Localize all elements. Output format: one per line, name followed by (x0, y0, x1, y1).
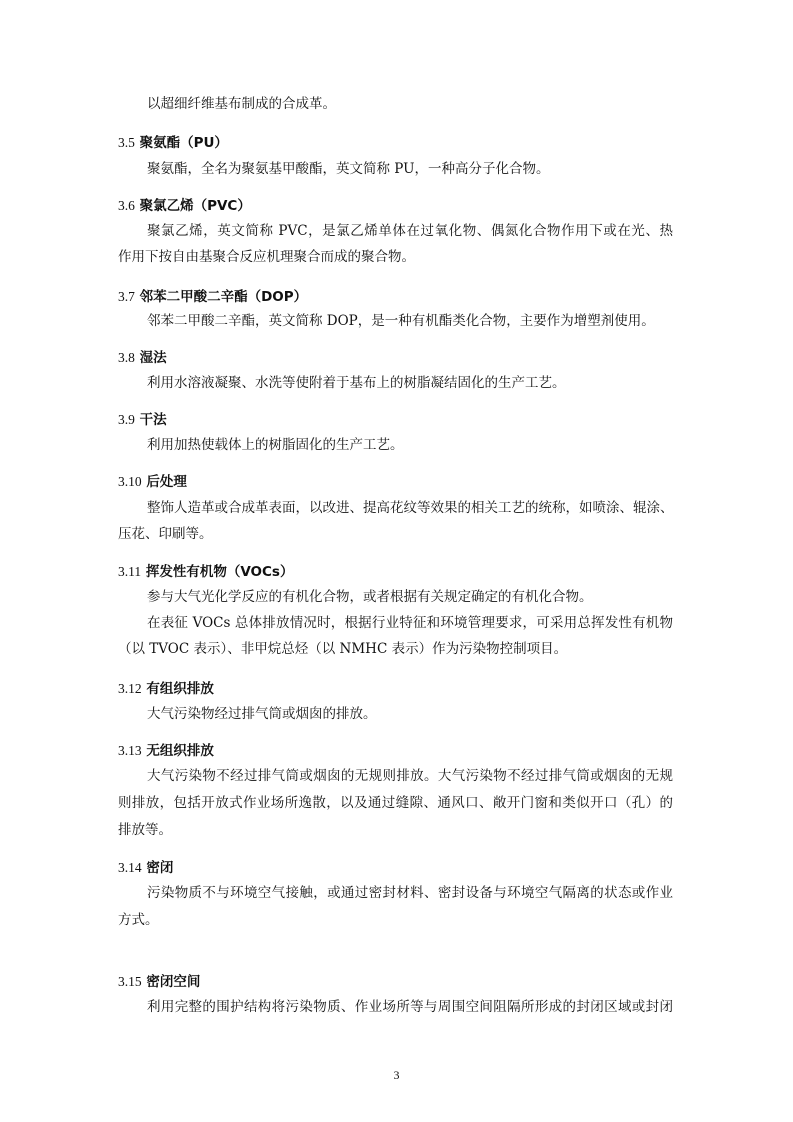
section-heading-3-7 (118, 288, 307, 306)
paragraph-line: 邻苯二甲酸二辛酯，英文简称 DOP，是一种有机酯类化合物，主要作为增塑剂使用。 (147, 313, 655, 329)
paragraph-line: 利用水溶液凝聚、水洗等使附着于基布上的树脂凝结固化的生产工艺。 (147, 375, 566, 391)
section-number: 3.5 (118, 135, 135, 150)
paragraph-line: （以 TVOC 表示）、非甲烷总烃（以 NMHC 表示）作为污染物控制项目。 (118, 641, 568, 657)
paragraph-line: 大气污染物经过排气筒或烟囱的排放。 (147, 706, 377, 722)
section-number: 3.12 (118, 681, 142, 696)
section-number: 3.6 (118, 198, 135, 213)
section-title: 密闭空间 (146, 974, 201, 990)
section-number: 3.15 (118, 974, 142, 989)
section-heading-3-12 (118, 680, 214, 698)
section-heading-3-15 (118, 973, 200, 991)
section-title: 聚氯乙烯（PVC） (139, 198, 251, 214)
section-number: 3.8 (118, 350, 135, 365)
section-title: 无组织排放 (146, 743, 214, 759)
section-number: 3.10 (118, 474, 142, 489)
paragraph-line: 整饰人造革或合成革表面，以改进、提高花纹等效果的相关工艺的统称，如喷涂、辊涂、 (147, 500, 674, 516)
paragraph-line: 作用下按自由基聚合反应机理聚合而成的聚合物。 (118, 249, 415, 265)
paragraph-line: 压花、印刷等。 (118, 526, 213, 542)
paragraph-line: 方式。 (118, 912, 159, 928)
section-heading-3-9 (118, 411, 167, 429)
section-title: 邻苯二甲酸二辛酯（DOP） (139, 289, 308, 305)
section-number: 3.9 (118, 412, 135, 427)
section-heading-3-5 (118, 134, 228, 152)
paragraph-line: 参与大气光化学反应的有机化合物，或者根据有关规定确定的有机化合物。 (147, 589, 593, 605)
page-number: 3 (393, 1068, 400, 1082)
paragraph-line: 则排放，包括开放式作业场所逸散，以及通过缝隙、通风口、敞开门窗和类似开口（孔）的 (118, 795, 673, 811)
paragraph-line: 利用完整的围护结构将污染物质、作业场所等与周围空间阻隔所形成的封闭区域或封闭 (147, 999, 673, 1015)
paragraph-line: 聚氨酯，全名为聚氨基甲酸酯，英文简称 PU，一种高分子化合物。 (147, 161, 550, 177)
section-number: 3.14 (118, 860, 142, 875)
paragraph-line: 污染物质不与环境空气接触，或通过密封材料、密封设备与环境空气隔离的状态或作业 (147, 885, 673, 901)
section-heading-3-11 (118, 563, 293, 581)
paragraph-line: 排放等。 (118, 822, 172, 838)
section-heading-3-8 (118, 349, 167, 367)
paragraph-line: 在表征 VOCs 总体排放情况时，根据行业特征和环境管理要求，可采用总挥发性有机物 (147, 615, 673, 631)
section-title: 干法 (139, 412, 167, 428)
section-number: 3.11 (118, 564, 142, 579)
section-title: 后处理 (146, 474, 187, 490)
section-number: 3.7 (118, 289, 135, 304)
paragraph-line: 以超细纤维基布制成的合成革。 (147, 96, 336, 112)
section-title: 挥发性有机物（VOCs） (145, 564, 294, 580)
section-heading-3-10 (118, 473, 187, 491)
section-title: 密闭 (146, 860, 174, 876)
paragraph-line: 大气污染物不经过排气筒或烟囱的无规则排放。大气污染物不经过排气筒或烟囱的无规 (147, 768, 673, 784)
section-number: 3.13 (118, 743, 142, 758)
section-title: 湿法 (139, 350, 167, 366)
paragraph-line: 聚氯乙烯，英文简称 PVC，是氯乙烯单体在过氧化物、偶氮化合物作用下或在光、热 (147, 223, 673, 239)
paragraph-line: 利用加热使载体上的树脂固化的生产工艺。 (147, 437, 404, 453)
section-title: 有组织排放 (146, 681, 214, 697)
section-heading-3-14 (118, 859, 173, 877)
section-title: 聚氨酯（PU） (139, 135, 228, 151)
section-heading-3-6 (118, 197, 251, 215)
section-heading-3-13 (118, 742, 214, 760)
